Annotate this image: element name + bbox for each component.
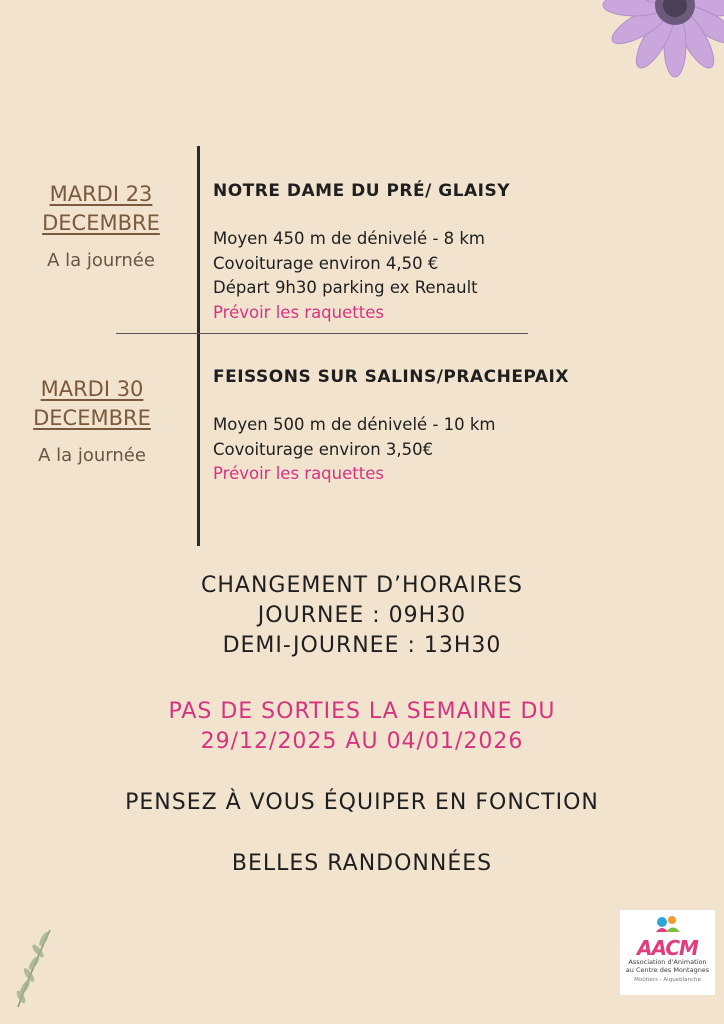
event-1-detail: Départ 9h30 parking ex Renault <box>213 278 478 297</box>
event-2-date-day: MARDI 30 <box>40 377 144 401</box>
event-2-detail: Covoiturage environ 3,50€ <box>213 439 434 459</box>
no-outings-line1: PAS DE SORTIES LA SEMAINE DU <box>168 699 556 724</box>
logo-subtitle-1: Association d'Animation <box>628 958 707 966</box>
event-1-info <box>213 181 653 325</box>
schedule-journee: JOURNEE : 09H30 <box>257 603 467 628</box>
event-1-date-day: MARDI 23 <box>49 182 153 206</box>
flower-decoration-icon <box>580 0 724 90</box>
no-outings-dates: 29/12/2025 AU 04/01/2026 <box>200 729 524 754</box>
aacm-logo <box>620 910 715 995</box>
event-2-detail: Moyen 500 m de dénivelé - 10 km <box>213 415 496 434</box>
event-2-date-month: DECEMBRE <box>33 406 151 430</box>
horizontal-divider <box>116 333 528 334</box>
event-2-note: Prévoir les raquettes <box>213 464 384 483</box>
equipment-reminder: PENSEZ À VOUS ÉQUIPER EN FONCTION <box>125 790 599 815</box>
no-outings-notice <box>0 697 724 757</box>
schedule-change <box>0 571 724 661</box>
logo-subtitle-2: au Centre des Montagnes <box>625 966 710 974</box>
event-1-note: Prévoir les raquettes <box>213 302 384 322</box>
logo-figures-icon <box>648 914 688 934</box>
logo-name: AACM <box>637 936 698 960</box>
event-1-detail: Moyen 450 m de dénivelé - 8 km <box>213 229 486 248</box>
event-1-title: NOTRE DAME DU PRÉ/ GLAISY <box>213 181 511 201</box>
schedule-heading: CHANGEMENT D’HORAIRES <box>200 573 523 598</box>
logo-place: Moûtiers - Aigueblanche <box>634 977 701 983</box>
event-1-duration: A la journée <box>47 250 155 271</box>
event-1-detail: Covoiturage environ 4,50 € <box>213 253 439 273</box>
event-1-date <box>11 180 191 271</box>
event-2-title: FEISSONS SUR SALINS/PRACHEPAIX <box>213 367 569 387</box>
leaf-branch-icon <box>8 925 58 1010</box>
event-1-date-month: DECEMBRE <box>42 211 160 235</box>
vertical-divider <box>197 146 200 546</box>
event-2-info <box>213 367 653 487</box>
event-2-duration: A la journée <box>38 445 146 466</box>
closing-message: BELLES RANDONNÉES <box>231 851 493 876</box>
schedule-demi-journee: DEMI-JOURNEE : 13H30 <box>222 633 502 658</box>
event-2-date <box>2 375 182 466</box>
